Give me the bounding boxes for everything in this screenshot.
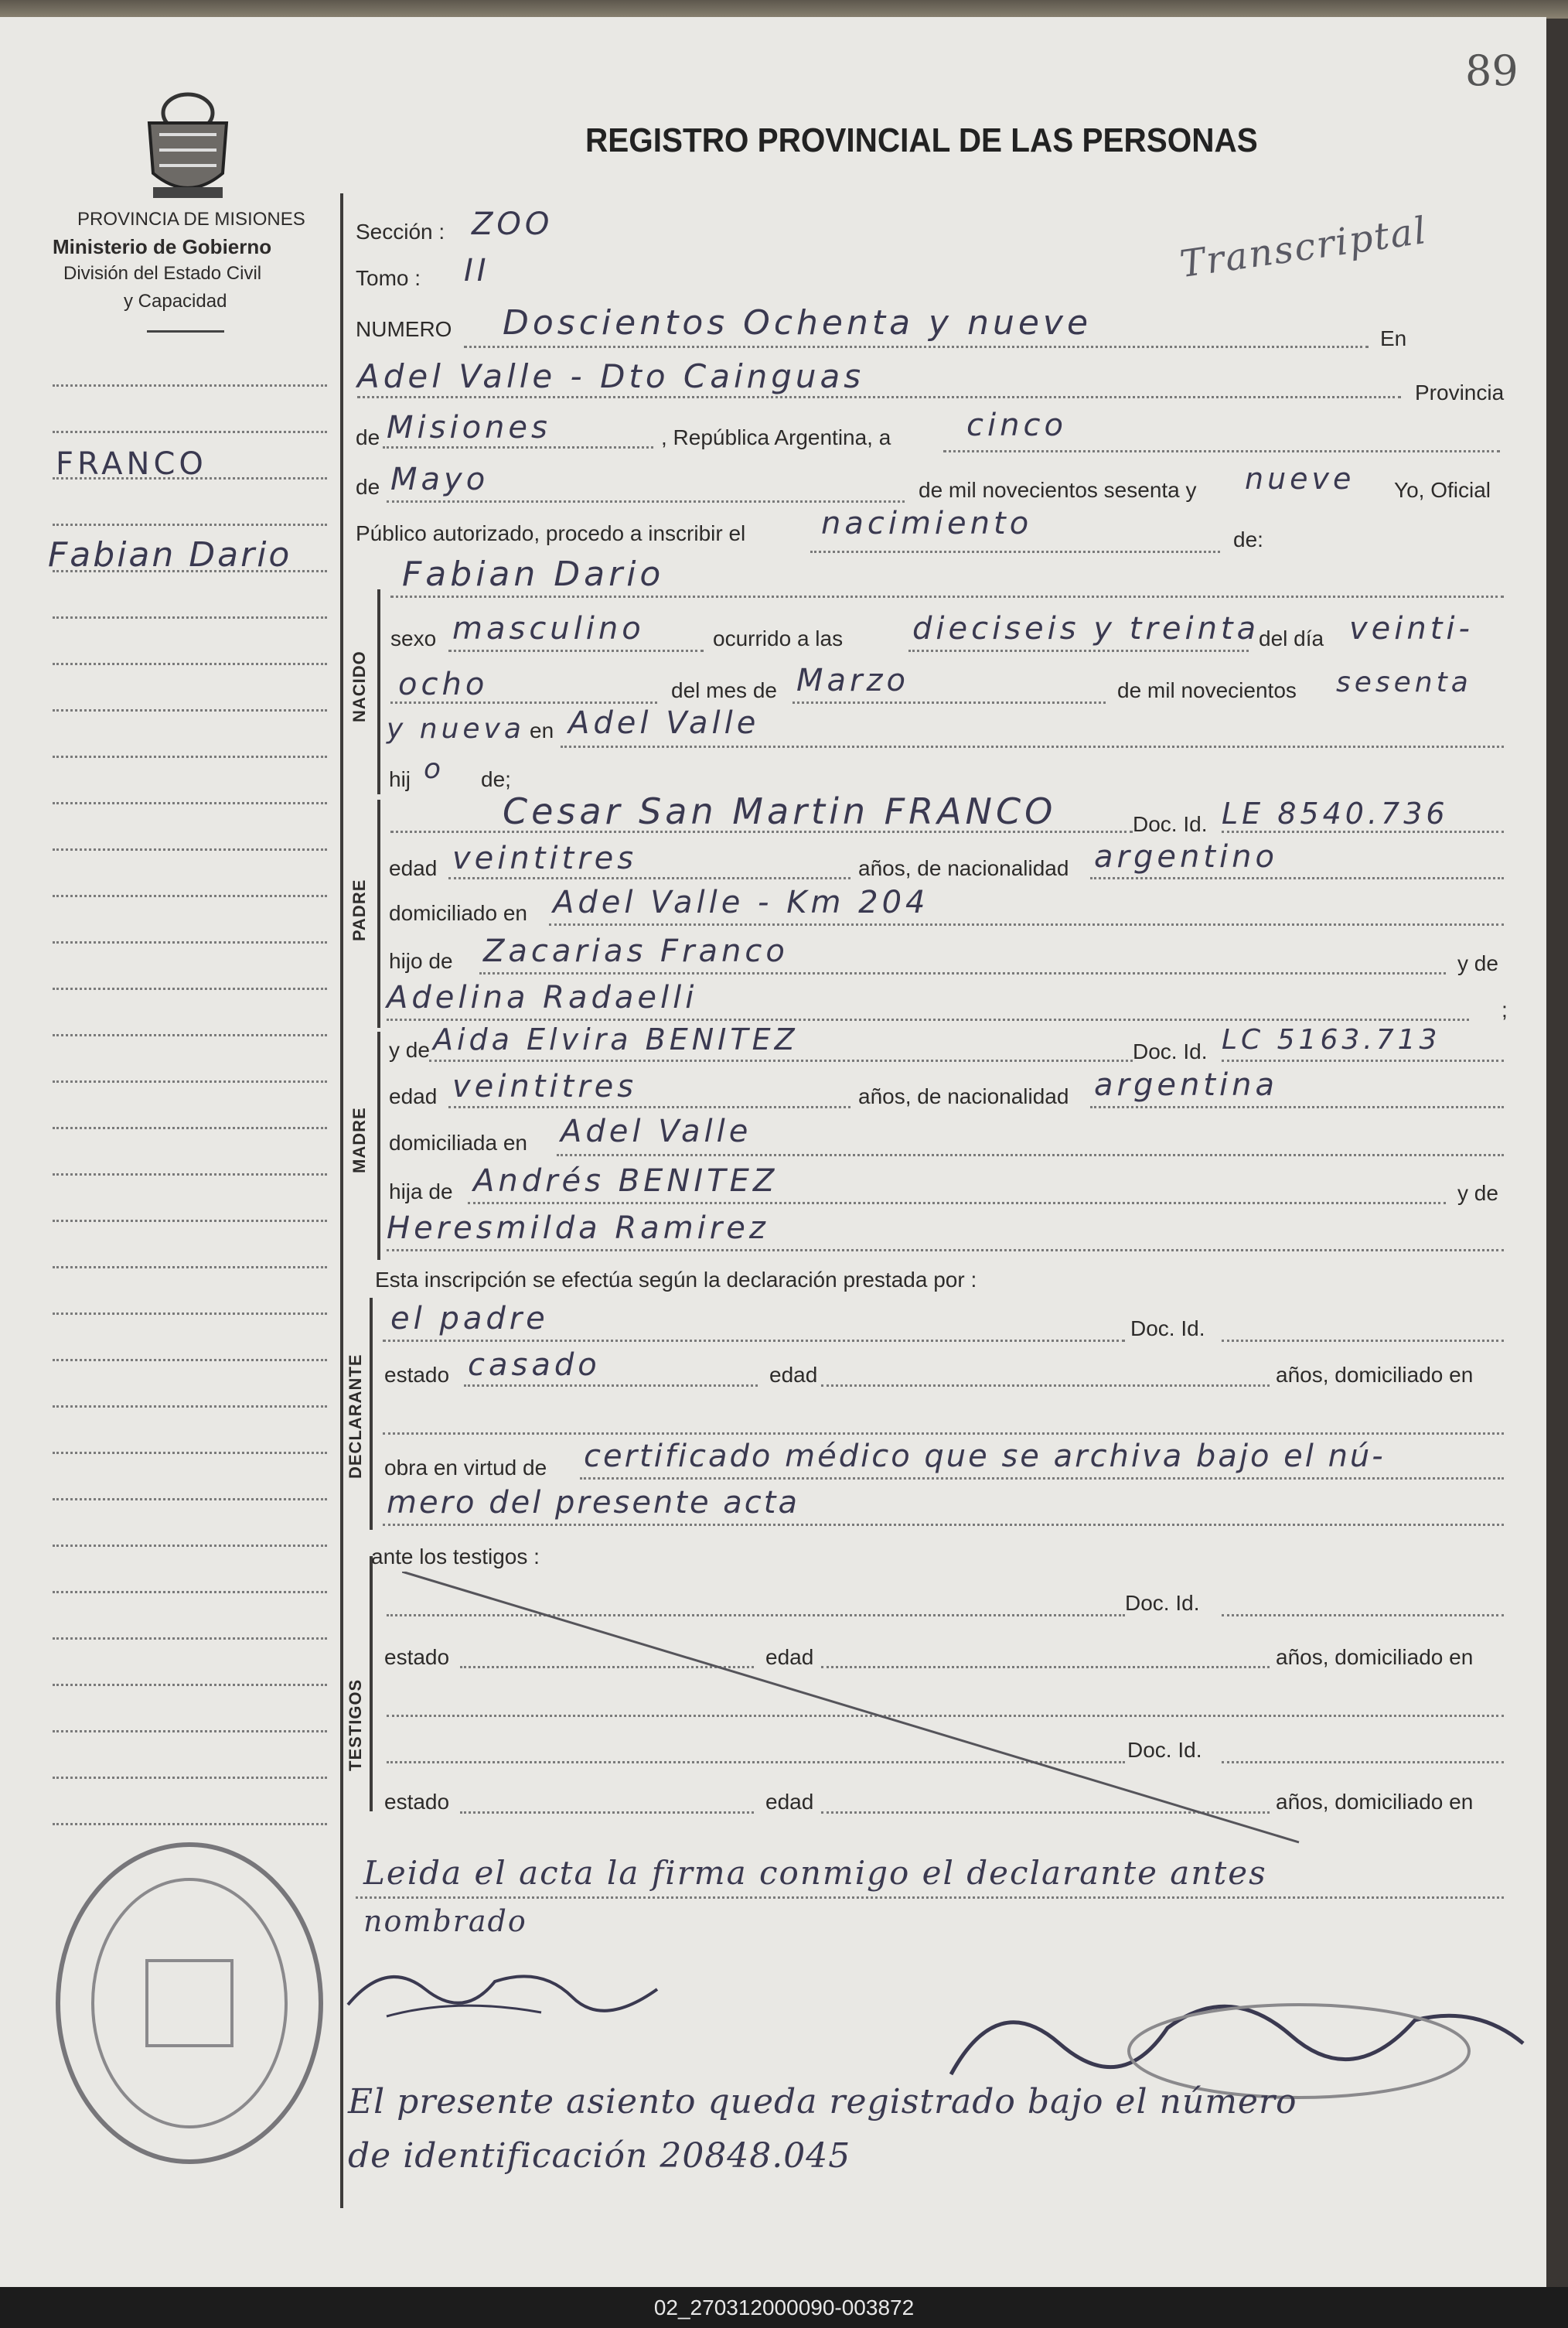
page-number: 89 <box>1465 46 1519 95</box>
label-madre-nac: años, de nacionalidad <box>858 1084 1069 1108</box>
line-padre-nombre <box>390 831 1133 833</box>
label-declarante-doc: Doc. Id. <box>1130 1316 1205 1340</box>
org-province: PROVINCIA DE MISIONES <box>77 209 305 230</box>
value-hora: dieciseis y treinta <box>912 611 1260 647</box>
value-tomo: II <box>464 253 490 288</box>
main-divider <box>340 193 343 2208</box>
value-dia-inscripcion: cinco <box>966 408 1067 443</box>
label-y-de-madre: y de <box>389 1038 430 1062</box>
label-numero: NUMERO <box>356 317 452 341</box>
line-closing-1 <box>356 1896 1504 1899</box>
value-declarante-estado: casado <box>468 1347 601 1383</box>
label-testigo-2-anos-dom: años, domiciliado en <box>1276 1790 1474 1814</box>
line-numero <box>464 346 1369 348</box>
label-semicolon: ; <box>1502 998 1508 1022</box>
label-testigo-2-doc: Doc. Id. <box>1127 1738 1202 1762</box>
closing-text-1: Leida el acta la firma conmigo el declarante antes <box>363 1854 1267 1892</box>
line-padre-doc <box>1222 831 1504 833</box>
line-provincia <box>383 446 653 449</box>
label-tomo: Tomo : <box>356 266 421 290</box>
label-hija-de: hija de <box>389 1179 453 1203</box>
value-abuela-materna: Heresmilda Ramirez <box>387 1210 769 1246</box>
register-page <box>0 17 1546 2287</box>
label-hij: hij <box>389 767 411 791</box>
value-seccion: ZOO <box>472 207 554 242</box>
label-del-dia: del día <box>1259 626 1324 650</box>
testigos-bracket <box>370 1556 373 1811</box>
label-sexo: sexo <box>390 626 437 650</box>
line-dia-nac <box>390 701 657 704</box>
value-padre-edad: veintitres <box>452 841 638 876</box>
book-top-edge <box>0 0 1568 19</box>
line-declarante-edad <box>821 1384 1270 1387</box>
label-de-mil-nov: de mil novecientos <box>1117 678 1297 702</box>
label-yo-oficial: Yo, Oficial <box>1394 478 1491 502</box>
image-identifier: 02_270312000090-003872 <box>0 2287 1568 2328</box>
madre-bracket <box>377 1032 380 1260</box>
label-testigo-1-estado: estado <box>384 1645 450 1669</box>
value-ano-nac-2: y nueva <box>387 713 525 745</box>
value-ano-inscripcion: nueve <box>1245 462 1355 496</box>
value-dia-nac-1: veinti- <box>1349 611 1474 647</box>
line-declarante <box>383 1340 1125 1342</box>
label-testigo-1-doc: Doc. Id. <box>1125 1591 1200 1615</box>
line-padre-dom <box>549 923 1504 926</box>
label-madre-edad: edad <box>389 1084 438 1108</box>
side-label-testigos: TESTIGOS <box>346 1678 365 1771</box>
closing-text-2: nombrado <box>363 1904 527 1938</box>
padre-bracket <box>377 800 380 1028</box>
org-division-2: y Capacidad <box>124 291 227 312</box>
line-abuelo-materno <box>468 1202 1446 1204</box>
label-y-de-madre-2: y de <box>1457 1181 1498 1205</box>
official-seal <box>46 1833 332 2177</box>
line-padre-edad <box>448 877 850 879</box>
label-de-colon: de: <box>1233 527 1263 551</box>
line-mes-inscripcion <box>387 500 905 503</box>
label-hijo-de: hijo de <box>389 949 453 973</box>
side-label-declarante: DECLARANTE <box>346 1353 365 1479</box>
value-nombre: Fabian Dario <box>402 555 665 594</box>
label-de-semi: de; <box>481 767 511 791</box>
nacido-bracket <box>377 589 380 794</box>
line-madre-doc <box>1222 1060 1504 1062</box>
label-seccion: Sección : <box>356 220 445 244</box>
value-acto: nacimiento <box>821 506 1033 541</box>
value-padre-dom: Adel Valle - Km 204 <box>553 885 929 920</box>
value-madre-nac: argentina <box>1094 1067 1278 1103</box>
label-declarante-estado: estado <box>384 1363 450 1387</box>
registry-note-2: de identificación 20848.045 <box>348 2136 851 2176</box>
value-lugar: Adel Valle - Dto Cainguas <box>357 357 865 395</box>
org-ministry: Ministerio de Gobierno <box>53 235 272 258</box>
line-sexo <box>448 650 704 652</box>
margin-given-names: Fabian Dario <box>48 535 292 575</box>
declarant-signature <box>340 1943 665 2032</box>
value-ano-nac-1: sesenta <box>1336 667 1472 698</box>
label-testigo-1-edad: edad <box>765 1645 814 1669</box>
line-obra-2 <box>383 1524 1504 1526</box>
value-mes-nac: Marzo <box>796 663 909 698</box>
label-padre-dom: domiciliado en <box>389 901 527 925</box>
side-label-padre: PADRE <box>349 879 369 941</box>
line-abuela-materna <box>387 1249 1504 1251</box>
line-declarante-dom <box>383 1432 1504 1435</box>
label-declarante-anos-dom: años, domiciliado en <box>1276 1363 1474 1387</box>
transcription-stamp: Transcriptal <box>1177 208 1430 287</box>
value-obra-2: mero del presente acta <box>387 1485 799 1521</box>
value-madre-doc: LC 5163.713 <box>1222 1024 1441 1056</box>
line-madre-dom <box>557 1154 1504 1156</box>
label-padre-doc: Doc. Id. <box>1133 812 1208 836</box>
label-madre-doc: Doc. Id. <box>1133 1039 1208 1063</box>
line-lugar <box>357 396 1401 398</box>
label-y-de-padre: y de <box>1457 951 1498 975</box>
value-padre-nac: argentino <box>1094 839 1278 875</box>
line-acto <box>810 551 1220 553</box>
label-testigo-1-anos-dom: años, domiciliado en <box>1276 1645 1474 1669</box>
value-madre-nombre: Aida Elvira BENITEZ <box>433 1022 799 1056</box>
value-provincia: Misiones <box>387 410 551 445</box>
value-obra-1: certificado médico que se archiva bajo el nú- <box>584 1439 1386 1474</box>
org-divider <box>147 330 224 333</box>
line-madre-nombre <box>429 1060 1133 1062</box>
line-abuelo-paterno <box>479 972 1446 975</box>
line-declarante-doc <box>1222 1340 1504 1342</box>
label-mil-novecientos: de mil novecientos sesenta y <box>919 478 1197 502</box>
value-abuelo-materno: Andrés BENITEZ <box>473 1163 779 1199</box>
value-padre-doc: LE 8540.736 <box>1222 797 1449 831</box>
line-madre-edad <box>448 1106 850 1108</box>
label-obra: obra en virtud de <box>384 1456 547 1480</box>
label-del-mes: del mes de <box>671 678 777 702</box>
value-sexo: masculino <box>452 611 645 647</box>
value-dia-nac-2: ocho <box>398 667 489 702</box>
label-ocurrido: ocurrido a las <box>713 626 844 650</box>
label-ante-testigos: ante los testigos : <box>371 1545 540 1568</box>
value-abuelo-paterno: Zacarias Franco <box>483 934 789 969</box>
label-esta-inscripcion: Esta inscripción se efectúa según la declaración prestada por : <box>375 1268 977 1292</box>
label-testigo-2-estado: estado <box>384 1790 450 1814</box>
value-numero: Doscientos Ochenta y nueve <box>503 303 1092 343</box>
value-madre-edad: veintitres <box>452 1069 638 1104</box>
line-dia-inscripcion <box>943 450 1500 452</box>
value-mes-inscripcion: Mayo <box>390 462 489 497</box>
side-label-madre: MADRE <box>349 1107 369 1173</box>
line-nombre <box>390 596 1504 598</box>
label-republica: , República Argentina, a <box>661 425 891 449</box>
line-obra-1 <box>580 1477 1504 1480</box>
org-division: División del Estado Civil <box>63 263 262 284</box>
line-madre-nac <box>1090 1106 1504 1108</box>
line-mes-nac <box>793 701 1106 704</box>
label-publico: Público autorizado, procedo a inscribir el <box>356 521 746 545</box>
line-padre-nac <box>1090 877 1504 879</box>
line-abuela-paterna <box>387 1019 1469 1021</box>
label-de-mes: de <box>356 475 380 499</box>
label-madre-dom: domiciliada en <box>389 1131 527 1155</box>
label-padre-nac: años, de nacionalidad <box>858 856 1069 880</box>
line-declarante-estado <box>464 1384 758 1387</box>
line-hora <box>908 650 1249 652</box>
line-lugar-nac <box>561 746 1504 748</box>
label-declarante-edad: edad <box>769 1363 818 1387</box>
testigos-strike-line <box>402 1572 1314 1854</box>
label-provincia: Provincia <box>1415 381 1505 404</box>
margin-surname: FRANCO <box>56 446 207 482</box>
value-declarante: el padre <box>390 1301 549 1336</box>
side-label-nacido: NACIDO <box>349 650 369 722</box>
provincial-crest <box>138 88 238 208</box>
label-de-provincia: de <box>356 425 380 449</box>
value-padre-nombre: Cesar San Martin FRANCO <box>503 790 1057 832</box>
label-padre-edad: edad <box>389 856 438 880</box>
value-abuela-paterna: Adelina Radaelli <box>387 980 698 1016</box>
page-title: REGISTRO PROVINCIAL DE LAS PERSONAS <box>585 121 1258 159</box>
declarante-bracket <box>370 1298 373 1530</box>
registry-note-1: El presente asiento queda registrado bajo el número <box>348 2082 1297 2121</box>
value-lugar-nac: Adel Valle <box>568 705 760 741</box>
value-madre-dom: Adel Valle <box>561 1114 752 1149</box>
label-en: En <box>1380 326 1407 350</box>
label-en-lugar-nac: en <box>530 719 554 742</box>
value-hij-suffix: o <box>424 753 445 785</box>
label-testigo-2-edad: edad <box>765 1790 814 1814</box>
